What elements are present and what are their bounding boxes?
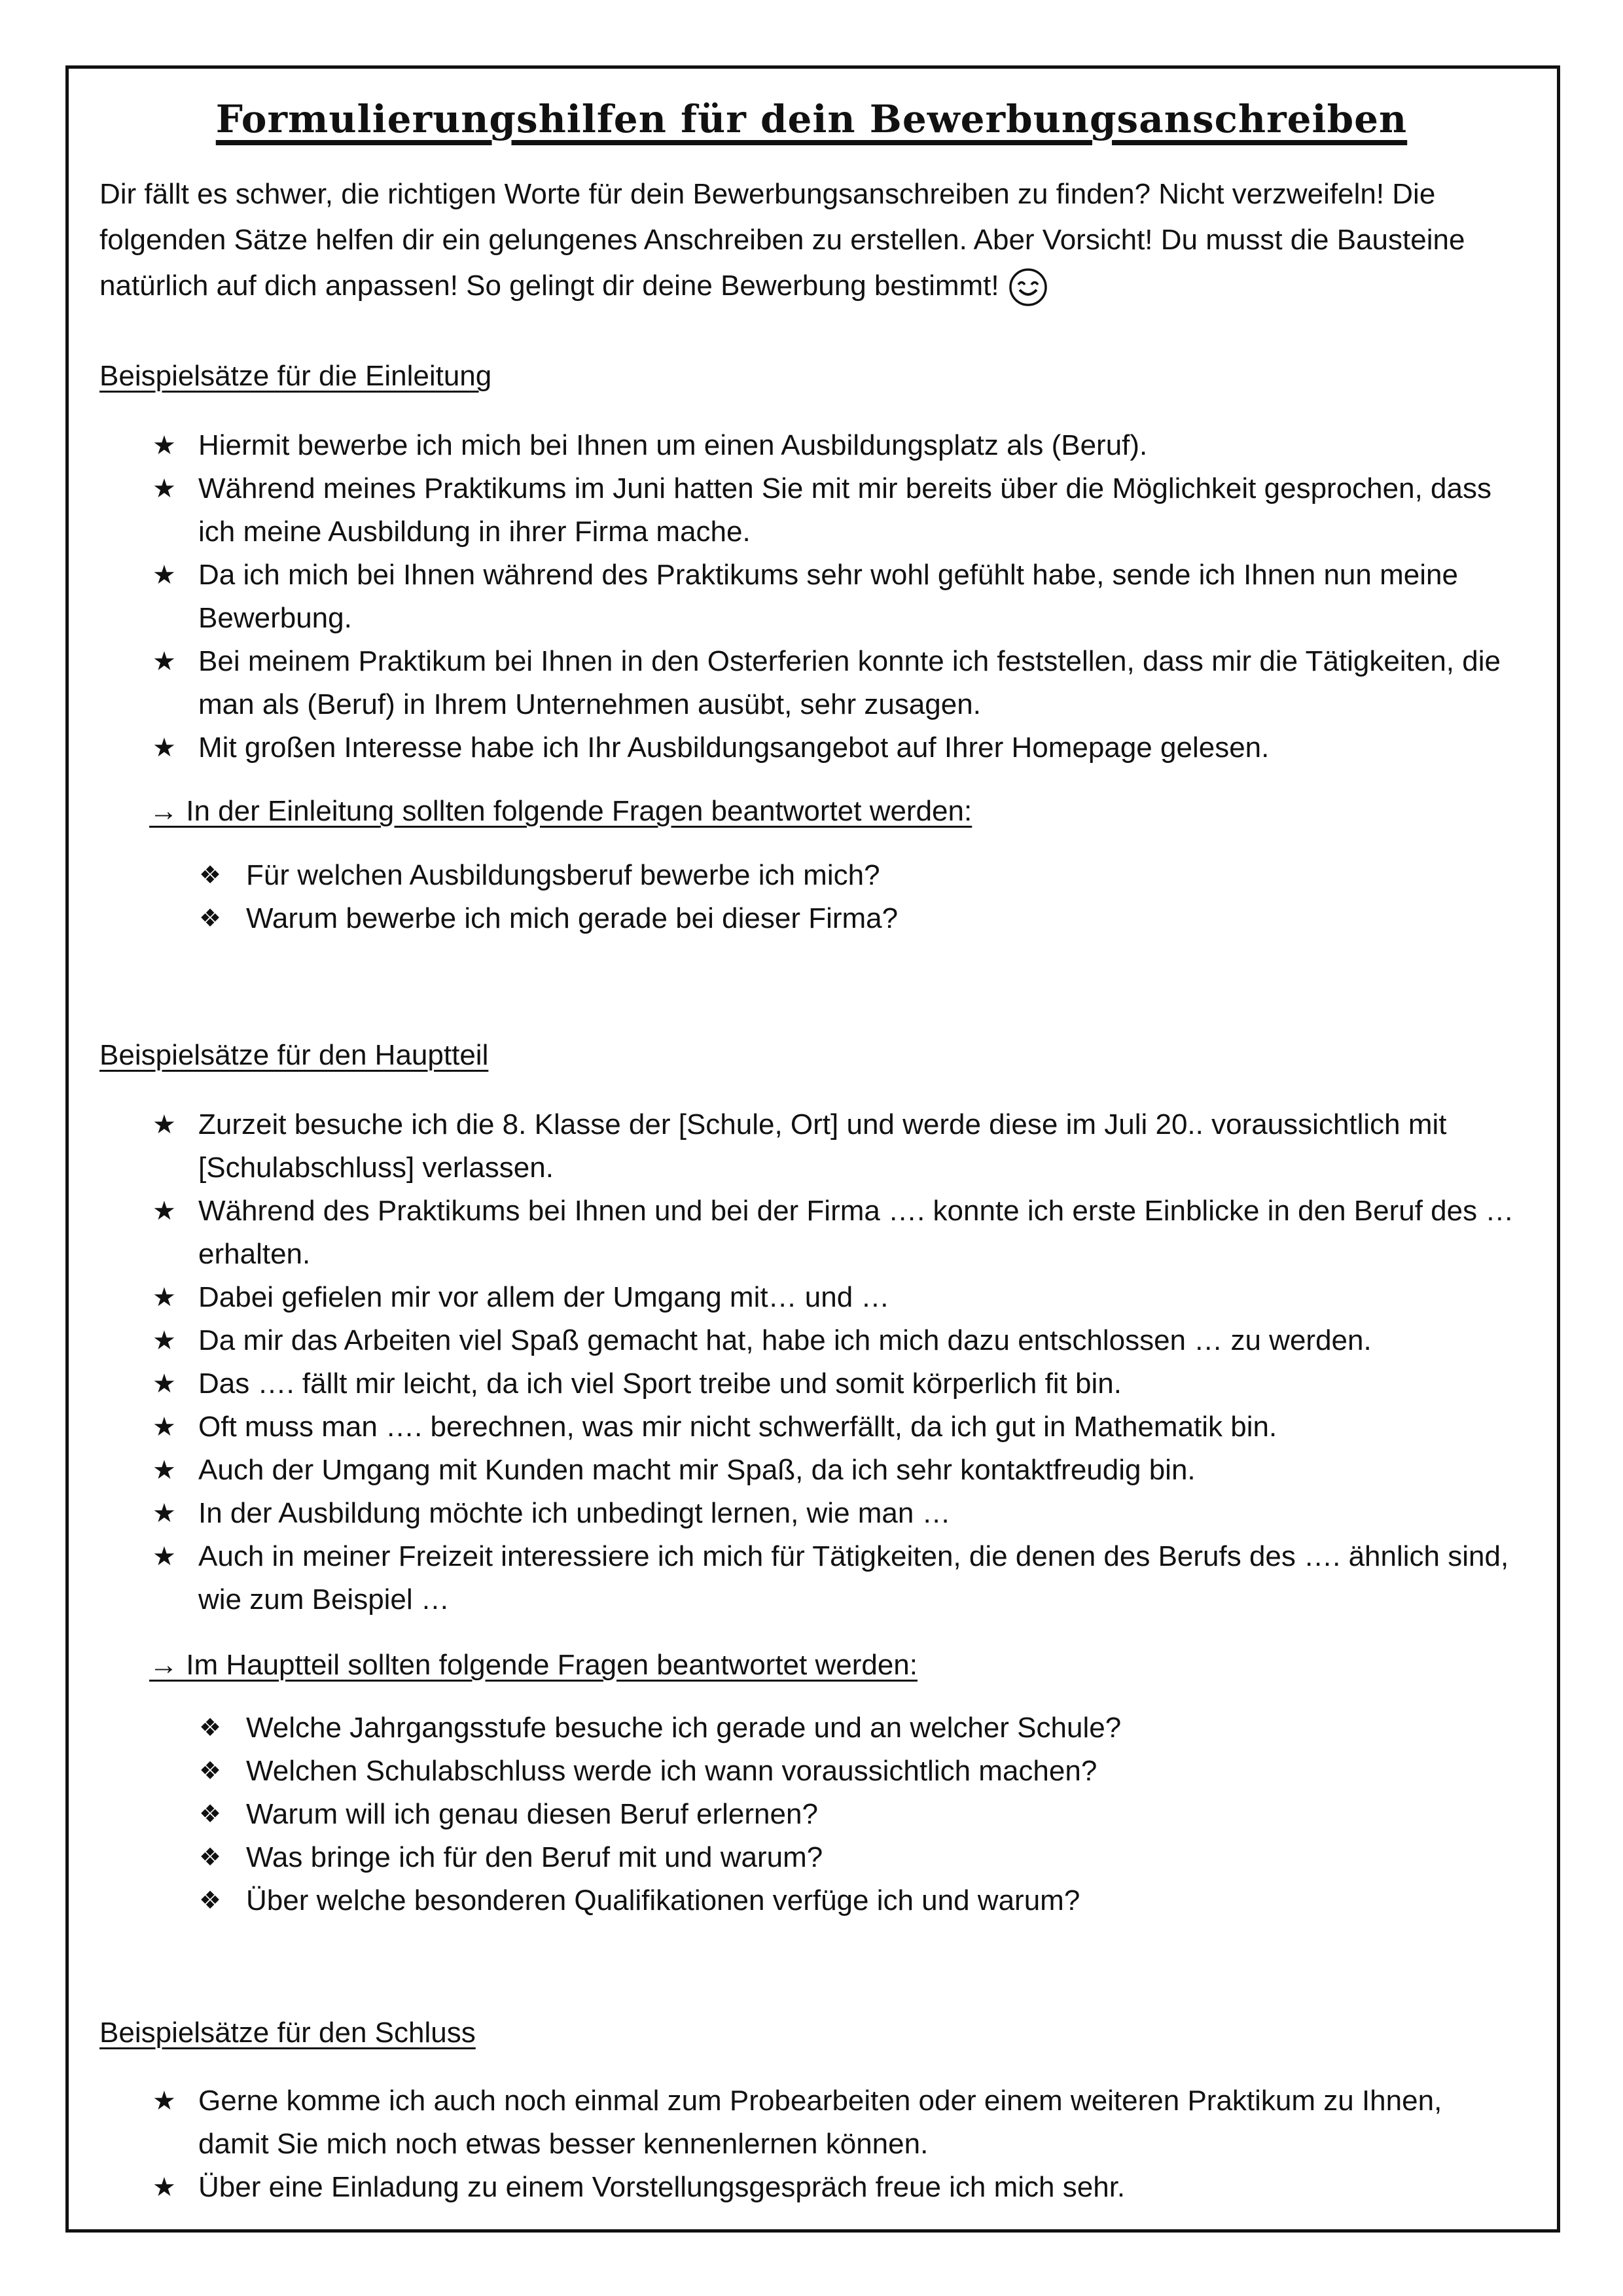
intro-paragraph bbox=[99, 171, 1526, 309]
intro-text: Dir fällt es schwer, die richtigen Worte für dein Bewerbungsanschreiben zu finden? Nicht verzweifeln! Die folgenden Sätze helfen dir ein gelungenes Anschreiben zu erstellen. Aber Vorsicht! Du musst die Bausteine natürlich auf dich anpassen! So gelingt dir deine Bewerbung bestimmt! bbox=[99, 178, 1465, 302]
star-bullet-icon: ★ bbox=[152, 1110, 176, 1139]
schluss-examples-list bbox=[152, 2079, 1520, 2209]
diamond-bullet-icon: ❖ bbox=[199, 1714, 222, 1742]
list-item: ❖ Welchen Schulabschluss werde ich wann voraussichtlich machen? bbox=[199, 1750, 1442, 1793]
section-heading-hauptteil: Beispielsätze für den Hauptteil bbox=[99, 1039, 489, 1071]
list-item: ❖ Warum will ich genau diesen Beruf erlernen? bbox=[199, 1793, 1442, 1836]
list-item: ★ Auch der Umgang mit Kunden macht mir Spaß, da ich sehr kontaktfreudig bin. bbox=[152, 1449, 1520, 1492]
star-bullet-icon: ★ bbox=[152, 1499, 176, 1528]
list-item: ❖ Welche Jahrgangsstufe besuche ich gerade und an welcher Schule? bbox=[199, 1706, 1442, 1750]
diamond-bullet-icon: ❖ bbox=[199, 1887, 222, 1915]
list-item: ★ Dabei gefielen mir vor allem der Umgang mit… und … bbox=[152, 1276, 1520, 1319]
diamond-bullet-icon: ❖ bbox=[199, 1757, 222, 1785]
star-bullet-icon: ★ bbox=[152, 1413, 176, 1441]
star-bullet-icon: ★ bbox=[152, 1456, 176, 1485]
list-item: ★ Hiermit bewerbe ich mich bei Ihnen um einen Ausbildungsplatz als (Beruf). bbox=[152, 424, 1520, 467]
star-bullet-icon: ★ bbox=[152, 1326, 176, 1355]
diamond-bullet-icon: ❖ bbox=[199, 862, 222, 889]
list-item: ❖ Über welche besonderen Qualifikationen verfüge ich und warum? bbox=[199, 1879, 1442, 1922]
diamond-bullet-icon: ❖ bbox=[199, 1844, 222, 1871]
section-heading-einleitung: Beispielsätze für die Einleitung bbox=[99, 360, 492, 392]
star-bullet-icon: ★ bbox=[152, 647, 176, 676]
diamond-bullet-icon: ❖ bbox=[199, 1801, 222, 1828]
list-item: ❖ Was bringe ich für den Beruf mit und warum? bbox=[199, 1836, 1442, 1879]
hauptteil-examples-list bbox=[152, 1103, 1520, 1621]
list-item: ★ Gerne komme ich auch noch einmal zum Probearbeiten oder einem weiteren Praktikum zu Ihnen, damit Sie mich noch etwas besser kennenlernen können. bbox=[152, 2079, 1520, 2166]
star-bullet-icon: ★ bbox=[152, 474, 176, 503]
list-item: ★ Da ich mich bei Ihnen während des Praktikums sehr wohl gefühlt habe, sende ich Ihnen nun meine Bewerbung. bbox=[152, 554, 1520, 640]
list-item: ★ Oft muss man …. berechnen, was mir nicht schwerfällt, da ich gut in Mathematik bin. bbox=[152, 1405, 1520, 1449]
star-bullet-icon: ★ bbox=[152, 1197, 176, 1226]
smiling-face-icon bbox=[1008, 268, 1048, 307]
list-item: ★ Da mir das Arbeiten viel Spaß gemacht hat, habe ich mich dazu entschlossen … zu werden. bbox=[152, 1319, 1520, 1362]
list-item: ★ Während des Praktikums bei Ihnen und bei der Firma …. konnte ich erste Einblicke in den Beruf des … erhalten. bbox=[152, 1190, 1520, 1276]
star-bullet-icon: ★ bbox=[152, 733, 176, 762]
list-item: ❖ Für welchen Ausbildungsberuf bewerbe ich mich? bbox=[199, 854, 1442, 897]
star-bullet-icon: ★ bbox=[152, 1283, 176, 1312]
list-item: ★ Bei meinem Praktikum bei Ihnen in den Osterferien konnte ich feststellen, dass mir die Tätigkeiten, die man als (Beruf) in Ihrem Unternehmen ausübt, sehr zusagen. bbox=[152, 640, 1520, 726]
list-item: ★ Zurzeit besuche ich die 8. Klasse der [Schule, Ort] und werde diese im Juli 20.. voraussichtlich mit [Schulabschluss] verlassen. bbox=[152, 1103, 1520, 1190]
list-item: ★ Über eine Einladung zu einem Vorstellungsgespräch freue ich mich sehr. bbox=[152, 2166, 1520, 2209]
title-text: Formulierungshilfen für dein Bewerbungsanschreiben bbox=[215, 97, 1408, 141]
list-item: ★ In der Ausbildung möchte ich unbedingt lernen, wie man … bbox=[152, 1492, 1520, 1535]
questions-heading-einleitung: → In der Einleitung sollten folgende Fragen beantwortet werden: bbox=[149, 795, 972, 827]
star-bullet-icon: ★ bbox=[152, 1542, 176, 1571]
hauptteil-questions-list bbox=[199, 1706, 1442, 1922]
star-bullet-icon: ★ bbox=[152, 431, 176, 460]
list-item: ❖ Warum bewerbe ich mich gerade bei dieser Firma? bbox=[199, 897, 1442, 940]
section-heading-schluss: Beispielsätze für den Schluss bbox=[99, 2017, 476, 2049]
list-item: ★ Während meines Praktikums im Juni hatten Sie mit mir bereits über die Möglichkeit gesprochen, dass ich meine Ausbildung in ihrer Firma mache. bbox=[152, 467, 1520, 554]
questions-heading-hauptteil: → Im Hauptteil sollten folgende Fragen beantwortet werden: bbox=[149, 1649, 918, 1681]
star-bullet-icon: ★ bbox=[152, 561, 176, 590]
star-bullet-icon: ★ bbox=[152, 2173, 176, 2202]
einleitung-examples-list bbox=[152, 424, 1520, 769]
list-item: ★ Das …. fällt mir leicht, da ich viel Sport treibe und somit körperlich fit bin. bbox=[152, 1362, 1520, 1405]
einleitung-questions-list bbox=[199, 854, 1442, 940]
document-title bbox=[0, 97, 1623, 141]
star-bullet-icon: ★ bbox=[152, 1369, 176, 1398]
list-item: ★ Mit großen Interesse habe ich Ihr Ausbildungsangebot auf Ihrer Homepage gelesen. bbox=[152, 726, 1520, 769]
diamond-bullet-icon: ❖ bbox=[199, 905, 222, 932]
list-item: ★ Auch in meiner Freizeit interessiere ich mich für Tätigkeiten, die denen des Berufs des …. ähnlich sind, wie zum Beispiel … bbox=[152, 1535, 1520, 1621]
star-bullet-icon: ★ bbox=[152, 2087, 176, 2115]
